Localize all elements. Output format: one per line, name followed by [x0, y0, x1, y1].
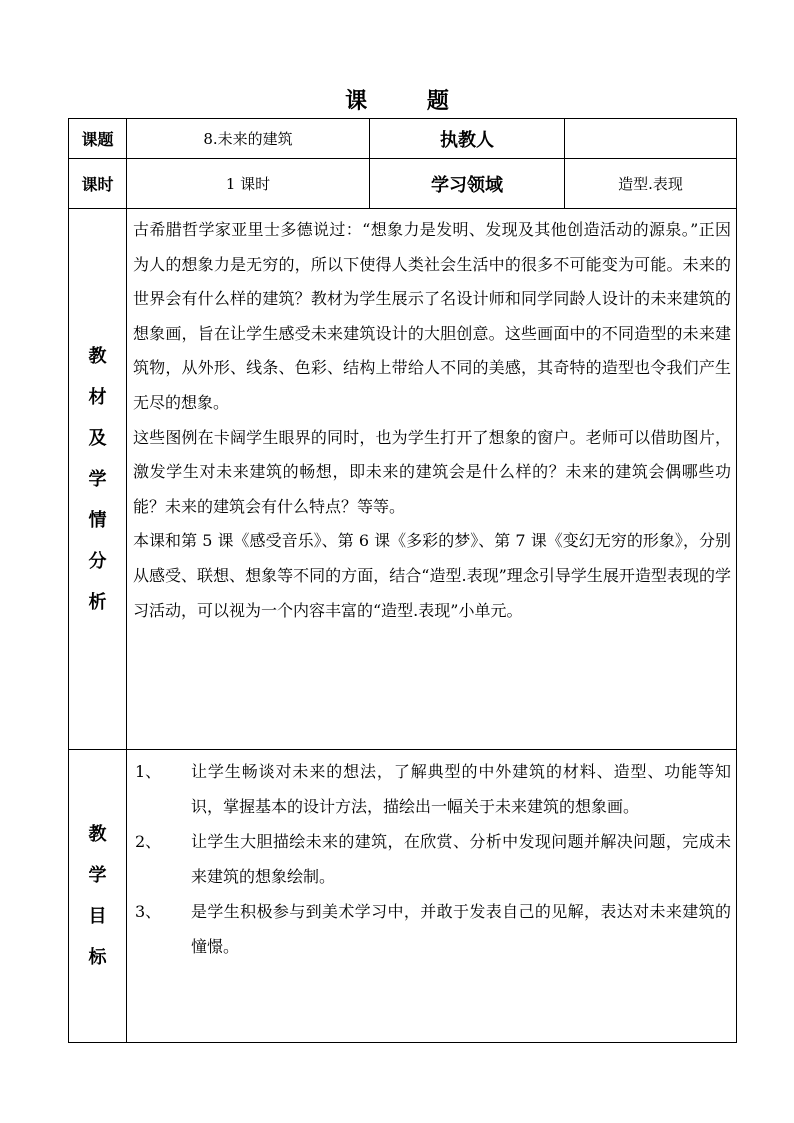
- analysis-paragraph: 古希腊哲学家亚里士多德说过：“想象力是发明、发现及其他创造活动的源泉。”正因为人的想象力是无穷的，所以下使得人类社会生活中的很多不可能变为可能。未来的世界会有什么样的建筑？教材为学生展示了名设计师和同学同龄人设计的未来建筑的想象画，旨在让学生感受未来建筑设计的大胆创意。这些画面中的不同造型的未来建筑物，从外形、线条、色彩、结构上带给人不同的美感，其奇特的造型也令我们产生无尽的想象。: [133, 220, 731, 412]
- table-row-analysis: [69, 209, 737, 750]
- table-row-hours: [69, 159, 737, 209]
- goal-text: 是学生积极参与到美术学习中，并敢于发表自己的见解，表达对未来建筑的憧憬。: [191, 902, 731, 956]
- goal-number: 3、: [135, 902, 162, 921]
- list-item: [135, 824, 731, 894]
- analysis-content: [127, 209, 737, 750]
- table-row-goals: [69, 750, 737, 1043]
- goals-label: 教 学 目 标: [69, 750, 127, 1043]
- teacher-value: [565, 119, 737, 159]
- analysis-label: 教 材 及 学 情 分 析: [69, 209, 127, 750]
- topic-label: 课题: [69, 119, 127, 159]
- lesson-plan-table: [68, 118, 737, 1043]
- list-item: [135, 754, 731, 824]
- table-row-topic: [69, 119, 737, 159]
- goal-text: 让学生畅谈对未来的想法，了解典型的中外建筑的材料、造型、功能等知识，掌握基本的设计方法，描绘出一幅关于未来建筑的想象画。: [191, 762, 731, 816]
- list-item: [135, 894, 731, 964]
- domain-value: 造型.表现: [565, 159, 737, 209]
- goal-number: 2、: [135, 832, 162, 851]
- analysis-paragraph: 本课和第 5 课《感受音乐》、第 6 课《多彩的梦》、第 7 课《变幻无穷的形象》，分别从感受、联想、想象等不同的方面，结合“造型.表现”理念引导学生展开造型表现的学习活动，可以视为一个内容丰富的“造型.表现”小单元。: [133, 531, 731, 620]
- goal-text: 让学生大胆描绘未来的建筑，在欣赏、分析中发现问题并解决问题，完成未来建筑的想象绘制。: [191, 832, 731, 886]
- analysis-paragraph: 这些图例在卡阔学生眼界的同时，也为学生打开了想象的窗户。老师可以借助图片，激发学生对未来建筑的畅想，即未来的建筑会是什么样的？未来的建筑会偶哪些功能？未来的建筑会有什么特点？等等。: [133, 427, 731, 516]
- page-title: 课 题: [345, 89, 475, 114]
- goal-number: 1、: [135, 762, 162, 781]
- hours-value: 1 课时: [127, 159, 370, 209]
- domain-label: 学习领域: [370, 159, 565, 209]
- teacher-label: 执教人: [370, 119, 565, 159]
- hours-label: 课时: [69, 159, 127, 209]
- goals-content: [127, 750, 737, 1043]
- topic-value: 8.未来的建筑: [127, 119, 370, 159]
